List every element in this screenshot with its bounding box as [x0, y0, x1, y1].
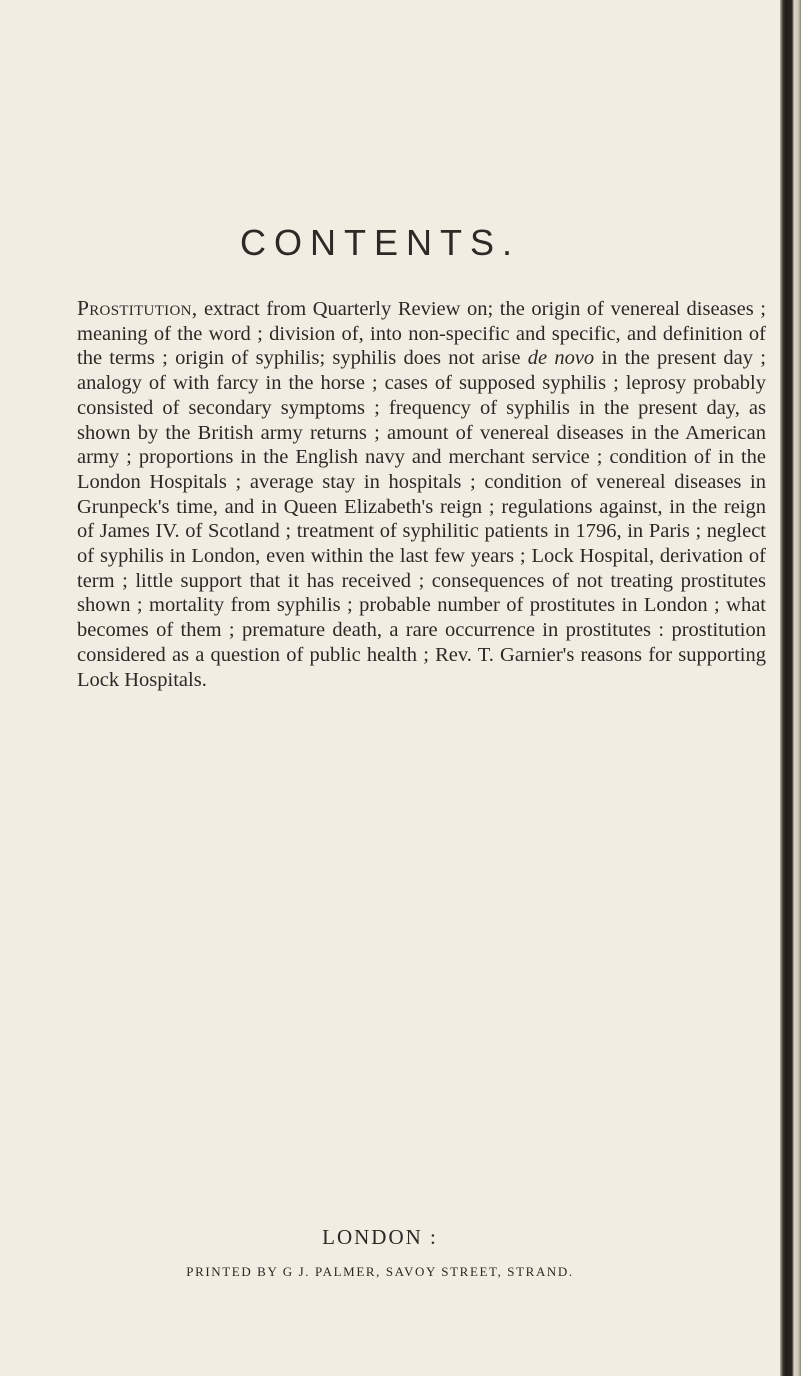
entry-text-2: in the present day ; analogy of with farcy in the horse ; cases of supposed syphilis ; leprosy probably consisted of secondary symptoms ; frequency of syphilis in the present day, as shown by the British army returns ; amount of venereal diseases in the American army ; proportions in the English navy and merchant service ; condition of in the London Hospitals ; average stay in hospitals ; condition of venereal diseases in Grunpeck's time, and in Queen Elizabeth's reign ; regulations against, in the reign of James IV. of Scotland ; treatment of syphilitic patients in 1796, in Paris ; neglect of syphilis in London, even within the last few years ; Lock Hospital, derivation of term ; little support that it has received ; consequences of not treating prostitutes shown ; mortality from syphilis ; probable number of prostitutes in London ; what becomes of them ; premature death, a rare occurrence in prostitutes : prostitution considered as a question of public health ; Rev. T. Garnier's reasons for supporting Lock Hospitals. [77, 347, 766, 691]
page-edge-strip [780, 0, 801, 1376]
entry-head: Prostitution, [77, 296, 198, 320]
contents-heading: CONTENTS. [239, 222, 520, 263]
contents-entry [77, 296, 766, 692]
imprint-place: LONDON : [322, 1225, 438, 1249]
entry-italic: de novo [527, 347, 595, 370]
imprint-printer: PRINTED BY G J. PALMER, SAVOY STREET, STRAND. [186, 1264, 574, 1279]
entry-text-1: extract from Quarterly Review on; the origin of venereal diseases ; meaning of the word ; division of, into non-specific and specific, and definition of the terms ; origin of syphilis; syphilis does not arise [77, 298, 766, 370]
